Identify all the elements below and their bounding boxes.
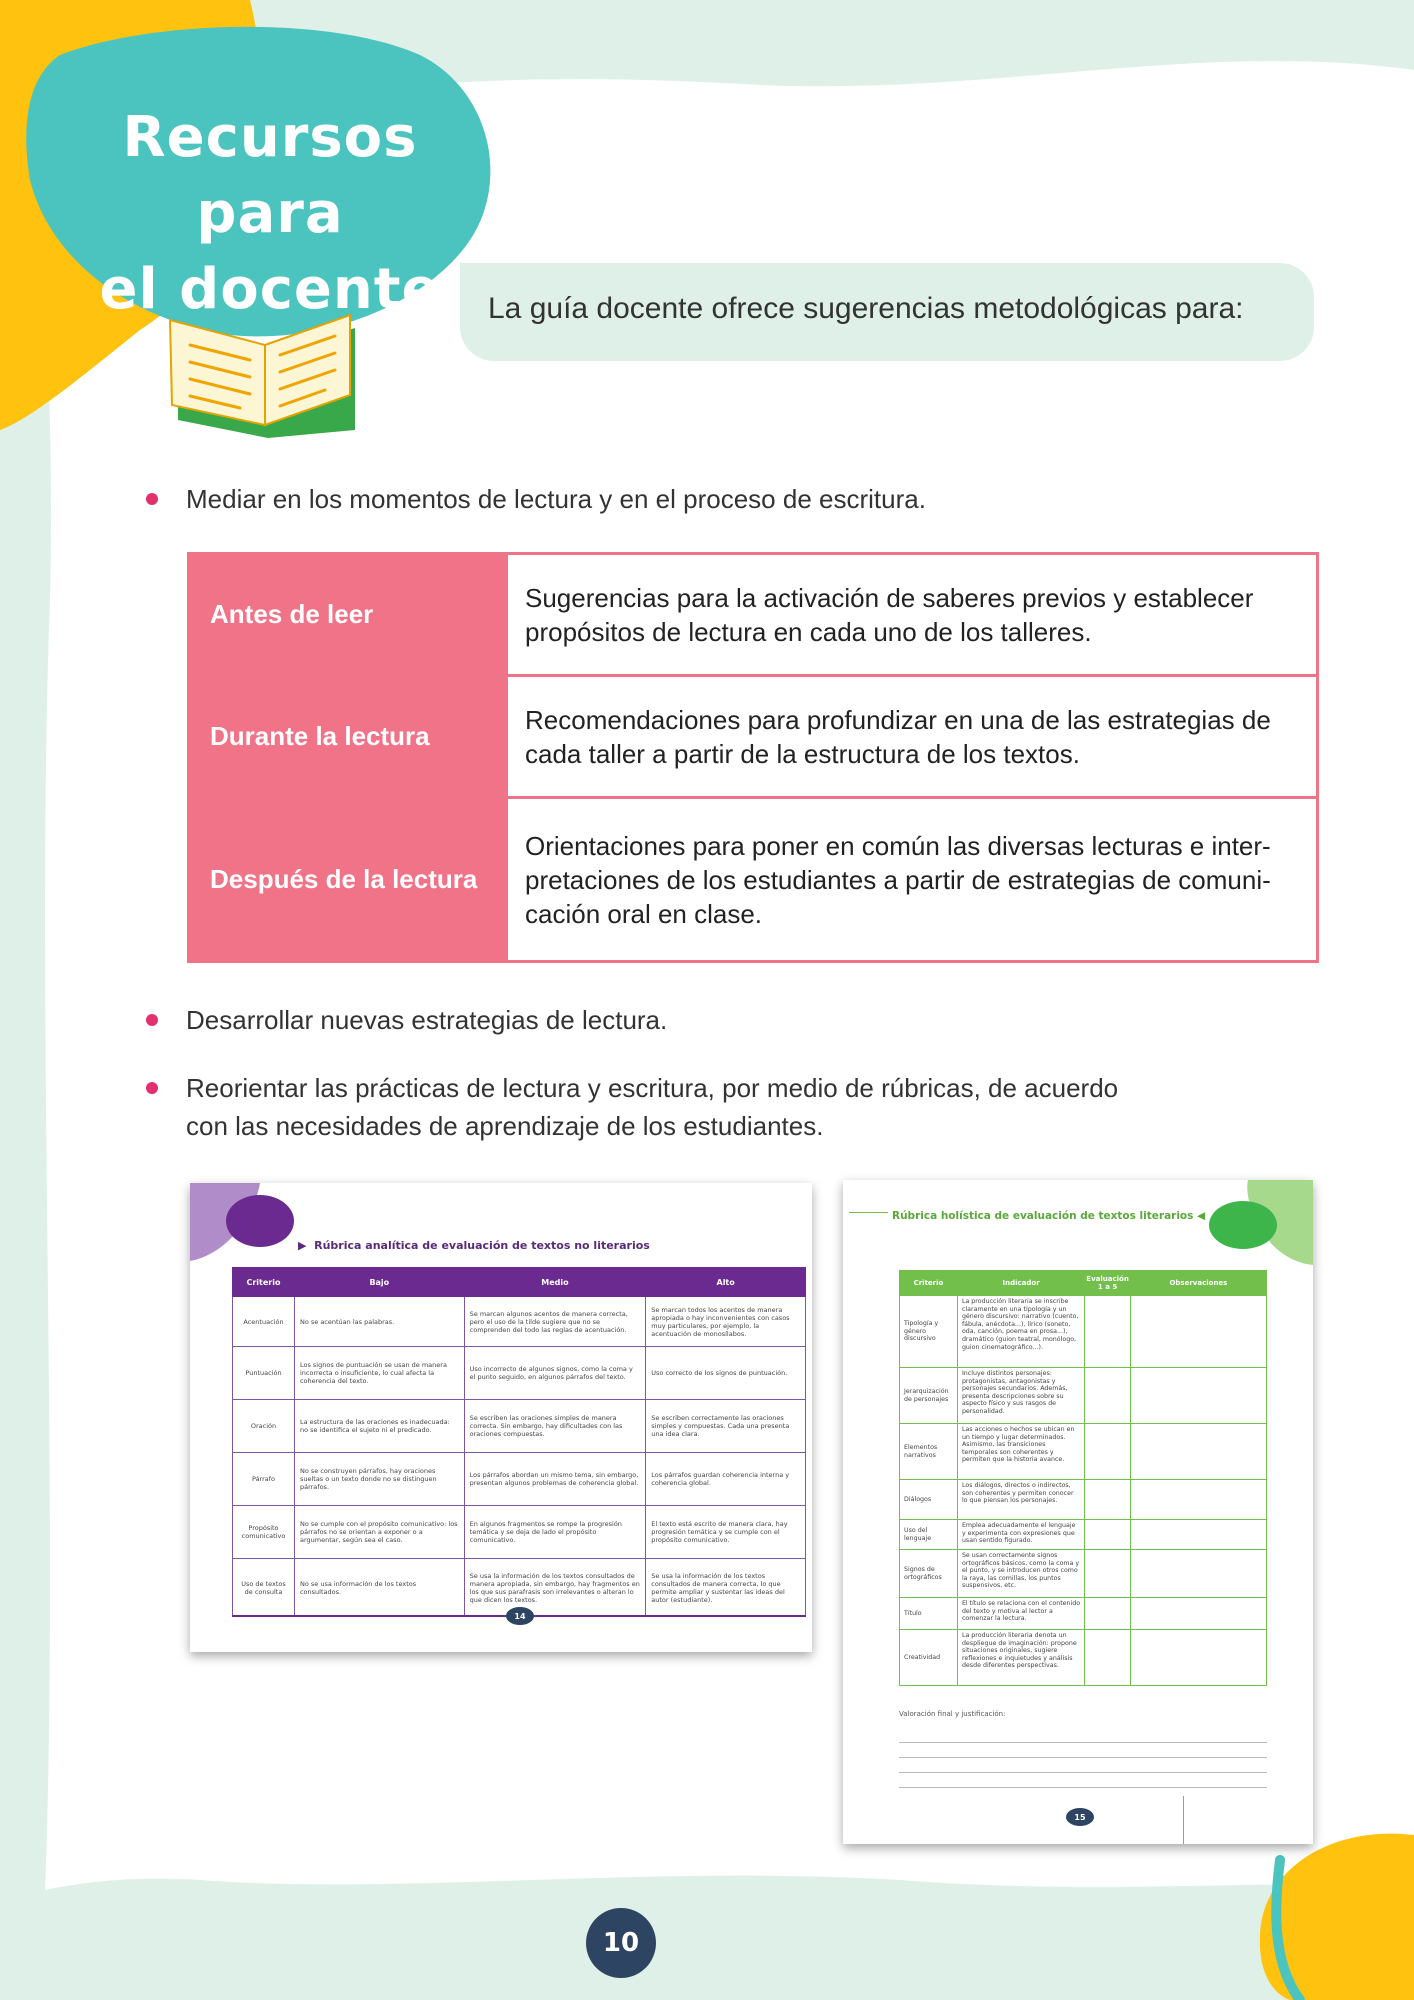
rubric1-cell: Uso incorrecto de algunos signos, como la coma y el punto seguido, en algunos párrafos del texto.	[464, 1347, 646, 1400]
moment-text: Recomendaciones para profundizar en una de las estrategias de cada taller a partir de la estructura de los textos.	[525, 704, 1271, 769]
rubric1-cell: El texto está escrito de manera clara, hay progresión temática y se cumple con el propósito comunicativo.	[646, 1506, 806, 1559]
purple-blob-decoration	[190, 1183, 310, 1263]
rubric2-footer-lines	[899, 1728, 1267, 1788]
rubric2-title	[888, 1210, 1209, 1222]
rubric2-score-cell	[1085, 1368, 1131, 1424]
rubric2-score-cell	[1085, 1520, 1131, 1550]
rubric1-table	[232, 1267, 806, 1617]
moment-label: Durante la lectura	[190, 677, 508, 796]
triangle-icon: ▶	[298, 1239, 315, 1252]
rubric1-cell: Se escriben correctamente las oraciones simples y compuestas. Cada una presenta una idea clara.	[646, 1400, 806, 1453]
rubric2-cell: Elementos narrativos	[900, 1424, 958, 1480]
rubric1-header: Alto	[646, 1268, 806, 1297]
rubric2-score-cell	[1085, 1630, 1131, 1686]
moment-row	[190, 555, 1316, 677]
rubric-holistic-thumbnail	[843, 1180, 1313, 1844]
rubric1-cell: Los signos de puntuación se usan de manera incorrecta o insuficiente, lo cual afecta la coherencia del texto.	[294, 1347, 464, 1400]
rubric2-observation-cell	[1130, 1424, 1266, 1480]
rubric1-header: Medio	[464, 1268, 646, 1297]
bullet-dot	[146, 1082, 158, 1094]
rubric2-score-cell	[1085, 1550, 1131, 1598]
rubric1-cell: No se construyen párrafos, hay oraciones sueltas o un texto donde no se distinguen párrafos.	[294, 1453, 464, 1506]
bullet-item	[186, 1001, 667, 1039]
rubric1-cell: Se escriben las oraciones simples de manera correcta. Sin embargo, hay dificultades con las oraciones compuestas.	[464, 1400, 646, 1453]
moment-row	[190, 799, 1316, 960]
rubric2-page-number: 15	[1066, 1808, 1094, 1826]
reading-moments-table	[187, 552, 1319, 963]
rubric-analytic-thumbnail	[190, 1183, 812, 1652]
bullet-text-cont: con las necesidades de aprendizaje de los estudiantes.	[186, 1111, 824, 1141]
rubric1-cell: Se usa la información de los textos consultados de manera apropiada, sin embargo, hay fragmentos en los que sus parafrasis son irrelevantes o alteran lo que dicen los textos.	[464, 1559, 646, 1617]
rubric2-score-cell	[1085, 1598, 1131, 1630]
rubric2-cell: La producción literaria denota un despliegue de imaginación: propone situaciones originales, sugiere reflexiones e inquietudes y análisis desde diferentes perspectivas.	[957, 1630, 1084, 1686]
rubric2-header: Indicador	[957, 1271, 1084, 1296]
rubric2-observation-cell	[1130, 1480, 1266, 1520]
rubric1-cell: No se usa información de los textos consultados.	[294, 1559, 464, 1617]
rubric2-table	[899, 1270, 1267, 1686]
title-line-2: el docente	[99, 257, 441, 322]
moment-label: Después de la lectura	[190, 799, 508, 960]
bullet-item	[186, 480, 926, 518]
rubric1-cell: Los párrafos abordan un mismo tema, sin embargo, presentan algunos problemas de coherencia global.	[464, 1453, 646, 1506]
moment-text: Orientaciones para poner en común las diversas lecturas e inter- pretaciones de los estudiantes a partir de estrategias de comuni- cación oral en clase.	[525, 830, 1271, 929]
moment-text: Sugerencias para la activación de saberes previos y establecer propósitos de lectura en cada uno de los talleres.	[525, 582, 1254, 647]
rubric1-cell: Oración	[233, 1400, 295, 1453]
rubric2-cell: Título	[900, 1598, 958, 1630]
rubric2-cell: Incluye distintos personajes: protagonistas, antagonistas y personajes secundarios. Además, presenta descripciones sobre su aspecto físico y sus rasgos de personalidad.	[957, 1368, 1084, 1424]
rubric2-header: Observaciones	[1130, 1271, 1266, 1296]
page-number: 10	[586, 1908, 656, 1978]
rubric1-cell: No se cumple con el propósito comunicativo: los párrafos no se orientan a exponer o a argumentar, según sea el caso.	[294, 1506, 464, 1559]
rubric2-header: Evaluación 1 a 5	[1085, 1271, 1131, 1296]
rubric2-observation-cell	[1130, 1550, 1266, 1598]
moment-label: Antes de leer	[190, 555, 508, 674]
green-blob-decoration	[1188, 1180, 1313, 1270]
title-line-1: Recursos para	[122, 105, 418, 246]
rubric2-observation-cell	[1130, 1598, 1266, 1630]
bullet-item	[186, 1069, 1118, 1145]
rubric2-observation-cell	[1130, 1296, 1266, 1368]
page-title	[90, 100, 450, 328]
moment-row	[190, 677, 1316, 799]
rubric2-observation-cell	[1130, 1368, 1266, 1424]
rubric2-footer-label: Valoración final y justificación:	[899, 1710, 1006, 1718]
rubric2-score-cell	[1085, 1296, 1131, 1368]
triangle-left-icon: ◀	[1193, 1210, 1206, 1222]
rubric1-cell: Puntuación	[233, 1347, 295, 1400]
rubric1-cell: Los párrafos guardan coherencia interna y coherencia global.	[646, 1453, 806, 1506]
rubric2-title-text: Rúbrica holística de evaluación de textos literarios	[892, 1210, 1194, 1222]
bullet-text: Desarrollar nuevas estrategias de lectura.	[186, 1005, 668, 1035]
rubric1-cell: Se usa la información de los textos consultados de manera correcta, lo que permite ampliar y sustentar las ideas del autor (estudiante).	[646, 1559, 806, 1617]
bullet-dot	[146, 1014, 158, 1026]
bullet-text: Mediar en los momentos de lectura y en el proceso de escritura.	[186, 484, 926, 514]
rubric1-cell: No se acentúan las palabras.	[294, 1297, 464, 1347]
rubric1-cell: Propósito comunicativo	[233, 1506, 295, 1559]
rubric1-cell: Uso de textos de consulta	[233, 1559, 295, 1617]
rubric1-cell: En algunos fragmentos se rompe la progresión temática y se deja de lado el propósito comunicativo.	[464, 1506, 646, 1559]
rubric2-cell: La producción literaria se inscribe claramente en una tipología y un género discursivo: narrativo (cuento, fábula, anécdota...), lírico (soneto, oda, canción, poema en prosa...), dramático (guion teatral, monólogo, guion cinematográfico...).	[957, 1296, 1084, 1368]
rubric2-cell: Emplea adecuadamente el lenguaje y experimenta con expresiones que usan sentido figurado.	[957, 1520, 1084, 1550]
rubric2-cell: Signos de ortográficos	[900, 1550, 958, 1598]
rubric2-cell: El título se relaciona con el contenido del texto y motiva al lector a comenzar la lectura.	[957, 1598, 1084, 1630]
rubric1-title-text: Rúbrica analítica de evaluación de textos no literarios	[314, 1239, 650, 1252]
rubric2-cell: Tipología y género discursivo	[900, 1296, 958, 1368]
rubric1-header: Criterio	[233, 1268, 295, 1297]
rubric2-cell: Creatividad	[900, 1630, 958, 1686]
rubric1-title	[298, 1239, 650, 1252]
rubric1-cell: Acentuación	[233, 1297, 295, 1347]
rubric2-observation-cell	[1130, 1520, 1266, 1550]
rubric1-cell: La estructura de las oraciones es inadecuada: no se identifica el sujeto ni el predicado.	[294, 1400, 464, 1453]
rubric2-observation-cell	[1130, 1630, 1266, 1686]
rubric2-cell: Los diálogos, directos o indirectos, son coherentes y permiten conocer lo que piensan los personajes.	[957, 1480, 1084, 1520]
bullet-dot	[146, 493, 158, 505]
rubric1-header: Bajo	[294, 1268, 464, 1297]
rubric2-score-cell	[1085, 1424, 1131, 1480]
rubric2-cell: Diálogos	[900, 1480, 958, 1520]
rubric2-score-cell	[1085, 1480, 1131, 1520]
rubric1-cell: Párrafo	[233, 1453, 295, 1506]
rubric2-cell: Las acciones o hechos se ubican en un tiempo y lugar determinados. Asimismo, las transiciones temporales son coherentes y permiten que la historia avance.	[957, 1424, 1084, 1480]
bullet-text: Reorientar las prácticas de lectura y escritura, por medio de rúbricas, de acuerdo	[186, 1073, 1119, 1103]
rubric2-cell: Se usan correctamente signos ortográficos básicos, como la coma y el punto, y se introducen otros como la raya, las comillas, los puntos suspensivos, etc.	[957, 1550, 1084, 1598]
rubric1-cell: Se marcan todos los acentos de manera apropiada o hay inconvenientes con casos muy particulares, por ejemplo, la acentuación de monosílabos.	[646, 1297, 806, 1347]
rubric2-cell: Jerarquización de personajes	[900, 1368, 958, 1424]
rubric2-corner-line	[1183, 1796, 1184, 1844]
rubric1-page-number: 14	[506, 1607, 534, 1625]
rubric2-cell: Uso del lenguaje	[900, 1520, 958, 1550]
rubric2-header: Criterio	[900, 1271, 958, 1296]
rubric1-cell: Uso correcto de los signos de puntuación.	[646, 1347, 806, 1400]
intro-text: La guía docente ofrece sugerencias metodológicas para:	[488, 292, 1244, 325]
rubric1-cell: Se marcan algunos acentos de manera correcta, pero el uso de la tilde sugiere que no se comprenden del todo las reglas de acentuación.	[464, 1297, 646, 1347]
